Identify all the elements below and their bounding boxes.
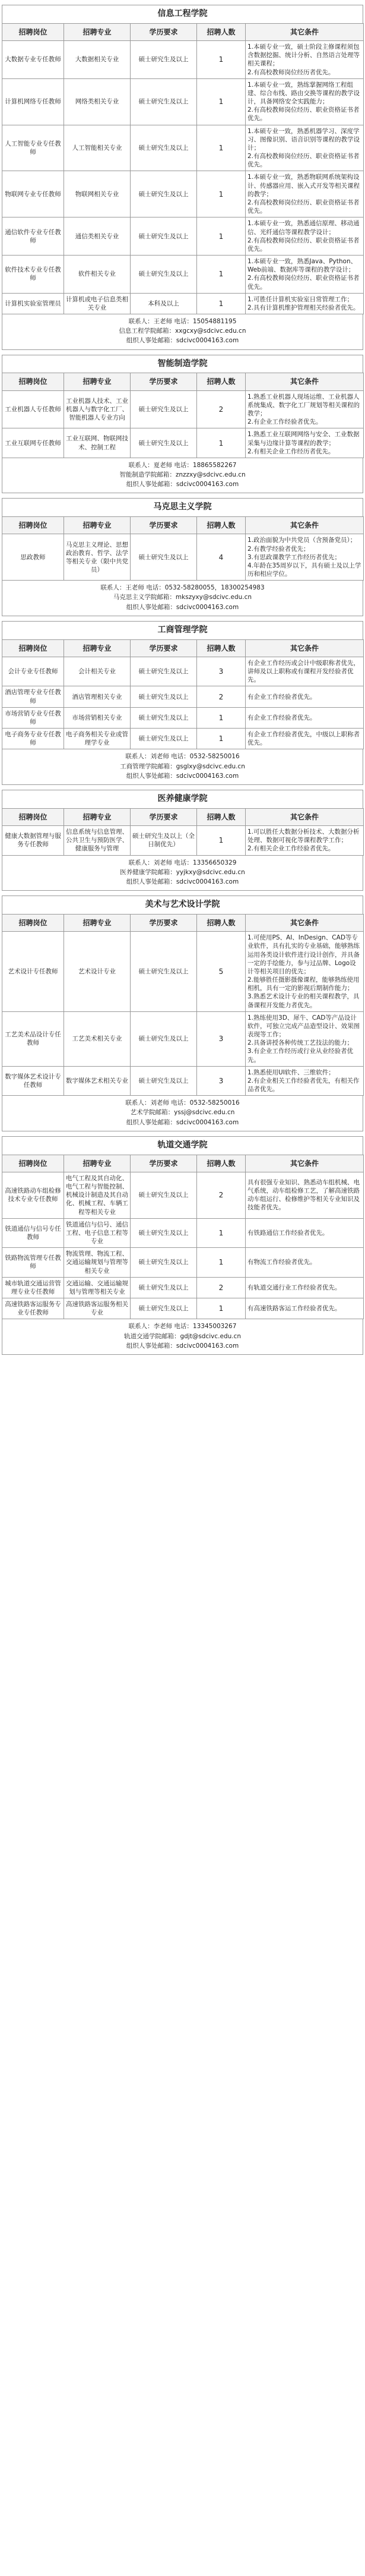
major-cell: 网络类相关专业 [64, 78, 131, 125]
conditions-cell: 有企业工作经历或会计中级职称者优先，讲师及以上职称或有课程开发经验者优先。 [246, 657, 364, 686]
major-cell: 工业互联网、物联网技术、控制工程 [64, 428, 131, 458]
education-cell: 硕士研究生及以上 [131, 217, 197, 256]
major-cell: 计算机或电子信息类相关专业 [64, 293, 131, 314]
conditions-cell: 有铁路通信工作经验者优先。 [246, 1218, 364, 1248]
conditions-cell: 有高速铁路客运工作经验者优先。 [246, 1298, 364, 1319]
post-cell: 物联网专业专任教师 [2, 171, 64, 217]
education-cell: 硕士研究生及以上 [131, 657, 197, 686]
post-cell: 艺术设计专任教师 [2, 932, 64, 1012]
education-cell: 硕士研究生及以上 [131, 390, 197, 428]
conditions-cell: 1.可以胜任大数据分析技术、大数据分析处理、数据可视化等课程教学工作； 2.有相关企业工作经验者优先。 [246, 826, 364, 856]
column-header: 其它条件 [246, 914, 364, 931]
column-header: 招聘专业 [64, 808, 131, 825]
headcount-cell: 1 [197, 428, 246, 458]
column-header: 其它条件 [246, 517, 364, 534]
recruitment-table [2, 639, 364, 750]
table-row [2, 1277, 364, 1298]
column-header: 招聘岗位 [2, 914, 64, 931]
headcount-cell: 3 [197, 1011, 246, 1066]
major-cell: 高速铁路客运服务相关专业 [64, 1298, 131, 1319]
table-row [2, 932, 364, 1012]
college-title: 智能制造学院 [2, 355, 363, 373]
table-row [2, 1172, 364, 1218]
contact-line: 组织人事处邮箱：sdcivc0004163.com [126, 603, 239, 611]
major-cell: 大数据相关专业 [64, 41, 131, 79]
header-row [2, 808, 364, 825]
college-title: 医养健康学院 [2, 790, 363, 808]
college-section [2, 1136, 363, 1355]
post-cell: 思政教师 [2, 534, 64, 581]
conditions-cell: 1.政治面貌为中共党员（含预备党员）； 2.有教学经验者优先； 3.有思政课教学工作经历者优先； 4.年龄在35周岁以下，具有硕士及以上学历和相应学位。 [246, 534, 364, 581]
headcount-cell: 1 [197, 1298, 246, 1319]
table-row [2, 125, 364, 171]
table-row [2, 657, 364, 686]
column-header: 招聘岗位 [2, 517, 64, 534]
recruitment-table [2, 373, 364, 458]
column-header: 招聘岗位 [2, 639, 64, 657]
post-cell: 计算机网络专任教师 [2, 78, 64, 125]
post-cell: 会计专业专任教师 [2, 657, 64, 686]
header-row [2, 914, 364, 931]
college-section [2, 621, 363, 785]
column-header: 招聘专业 [64, 914, 131, 931]
table-row [2, 534, 364, 581]
headcount-cell: 1 [197, 729, 246, 749]
major-cell: 数字媒体艺术相关专业 [64, 1066, 131, 1096]
education-cell: 硕士研究生及以上 [131, 428, 197, 458]
header-row [2, 639, 364, 657]
column-header: 招聘专业 [64, 517, 131, 534]
headcount-cell: 4 [197, 534, 246, 581]
column-header: 其它条件 [246, 23, 364, 40]
recruitment-table [2, 914, 364, 1096]
education-cell: 硕士研究生及以上 [131, 1218, 197, 1248]
conditions-cell: 1.本硕专业一致，熟悉机器学习、深度学习、图像识别、语音识别等课程的教学设计； 2.有高校教师岗位经历、职业资格证书者优先。 [246, 125, 364, 171]
table-row [2, 256, 364, 294]
headcount-cell: 1 [197, 1248, 246, 1278]
major-cell: 马克思主义理论、思想政治教育、哲学、法学等相关专业（限中共党员） [64, 534, 131, 581]
headcount-cell: 1 [197, 41, 246, 79]
table-row [2, 78, 364, 125]
contact-block [2, 1319, 363, 1355]
headcount-cell: 1 [197, 217, 246, 256]
contact-line: 马克思主义学院邮箱：mkszyxy@sdcivc.edu.cn [113, 594, 252, 601]
contact-line: 组织人事处邮箱：sdcivc0004163.com [126, 878, 239, 885]
education-cell: 硕士研究生及以上 [131, 1011, 197, 1066]
column-header: 其它条件 [246, 1155, 364, 1172]
post-cell: 工业互联网专任教师 [2, 428, 64, 458]
table-row [2, 171, 364, 217]
column-header: 招聘岗位 [2, 23, 64, 40]
table-row [2, 217, 364, 256]
headcount-cell: 3 [197, 657, 246, 686]
contact-line: 组织人事处邮箱：sdcivc0004163.com [126, 337, 239, 345]
education-cell: 硕士研究生及以上 [131, 1277, 197, 1298]
college-title: 信息工程学院 [2, 5, 363, 23]
headcount-cell: 1 [197, 171, 246, 217]
post-cell: 高速铁路客运服务专业专任教师 [2, 1298, 64, 1319]
major-cell: 电气工程及其自动化、电气工程与智能控制、机械设计制造及其自动化、机械工程、车辆工程等相关专业 [64, 1172, 131, 1218]
contact-line: 联系人：刘老师 电话：13356650329 [128, 859, 237, 866]
major-cell: 铁道通信与信号、通信工程、电子信息工程等专业 [64, 1218, 131, 1248]
education-cell: 硕士研究生及以上 [131, 256, 197, 294]
post-cell: 电子商务专业专任教师 [2, 729, 64, 749]
recruitment-table [2, 1155, 364, 1320]
conditions-cell: 1.本硕专业一致，硕士阶段主修课程须包含数据挖掘、统计分析、自然语言处理等相关课程； 2.有高校教师岗位经历者优先。 [246, 41, 364, 79]
column-header: 招聘专业 [64, 1155, 131, 1172]
column-header: 招聘岗位 [2, 808, 64, 825]
conditions-cell: 1.熟悉工业机器人现场运维、工业机器人系统集成、数字化工厂规划等相关课程的教学； 2.有企业工作经验者优先。 [246, 390, 364, 428]
contact-line: 组织人事处邮箱：sdcivc0004163.com [126, 772, 239, 780]
post-cell: 高速铁路动车组检修技术专业专任教师 [2, 1172, 64, 1218]
major-cell: 市场营销相关专业 [64, 707, 131, 728]
table-row [2, 686, 364, 707]
headcount-cell: 1 [197, 125, 246, 171]
college-title: 美术与艺术设计学院 [2, 896, 363, 914]
column-header: 学历要求 [131, 639, 197, 657]
table-row [2, 1248, 364, 1278]
headcount-cell: 1 [197, 293, 246, 314]
column-header: 招聘岗位 [2, 373, 64, 390]
headcount-cell: 3 [197, 1066, 246, 1096]
contact-line: 组织人事处邮箱：sdcivc0004163.com [126, 481, 239, 488]
college-title: 工商管理学院 [2, 621, 363, 639]
education-cell: 硕士研究生及以上 [131, 1066, 197, 1096]
column-header: 学历要求 [131, 23, 197, 40]
column-header: 学历要求 [131, 808, 197, 825]
conditions-cell: 有轨道交通行业工作经验者优先。 [246, 1277, 364, 1298]
major-cell: 会计相关专业 [64, 657, 131, 686]
column-header: 招聘人数 [197, 639, 246, 657]
column-header: 招聘人数 [197, 517, 246, 534]
conditions-cell: 具有很强专业知识、熟悉动车组机械、电气系统，动车组检修工艺，了解高速铁路动车组运行、检修维护等相关专业知识及技能者优先。 [246, 1172, 364, 1218]
table-row [2, 826, 364, 856]
contact-line: 轨道交通学院邮箱：gdjt@sdcivc.edu.cn [123, 1332, 242, 1340]
contact-line: 联系人：刘老师 电话：0532-58250016 [125, 753, 240, 761]
column-header: 学历要求 [131, 1155, 197, 1172]
table-row [2, 428, 364, 458]
column-header: 学历要求 [131, 517, 197, 534]
major-cell: 人工智能相关专业 [64, 125, 131, 171]
education-cell: 硕士研究生及以上 [131, 707, 197, 728]
contact-line: 医养健康学院邮箱：yyjkxy@sdcivc.edu.cn [120, 868, 245, 876]
education-cell: 硕士研究生及以上（全日制优先） [131, 826, 197, 856]
header-row [2, 517, 364, 534]
headcount-cell: 1 [197, 707, 246, 728]
college-section [2, 790, 363, 891]
headcount-cell: 1 [197, 256, 246, 294]
column-header: 其它条件 [246, 808, 364, 825]
education-cell: 本科及以上 [131, 293, 197, 314]
post-cell: 软件技术专业专任教师 [2, 256, 64, 294]
post-cell: 人工智能专业专任教师 [2, 125, 64, 171]
conditions-cell: 1.可使用PS、AI、InDesign、CAD等专业软件，具有扎实的专业基础，能够熟练运用各类设计软件进行设计创作，并具备一定的手绘能力，参与过品牌、Logo设计等相关项目的优先； 2.能够胜任摄影摄像课程，能够熟练使用相机，具有一定的影视后期制作能力； 3.熟悉艺术设计专业的相关课程教学，具备课程开发能力者优先。 [246, 932, 364, 1012]
education-cell: 硕士研究生及以上 [131, 686, 197, 707]
post-cell: 铁道通信与信号专任教师 [2, 1218, 64, 1248]
table-row [2, 707, 364, 728]
header-row [2, 1155, 364, 1172]
contact-line: 联系人：王老师 电话：15054881195 [128, 318, 237, 326]
post-cell: 市场营销专业专任教师 [2, 707, 64, 728]
conditions-cell: 有企业工作经验者优先。 [246, 707, 364, 728]
column-header: 招聘人数 [197, 808, 246, 825]
column-header: 学历要求 [131, 373, 197, 390]
table-row [2, 1011, 364, 1066]
major-cell: 电子商务相关专业或管理学专业 [64, 729, 131, 749]
conditions-cell: 1.熟悉工业互联网网络与安全、工业数据采集与边缘计算等课程的教学； 2.有相关企业工作经历者优先。 [246, 428, 364, 458]
conditions-cell: 1.可胜任计算机实验室日常管理工作； 2.具有计算机维护管理相关经验者优先。 [246, 293, 364, 314]
education-cell: 硕士研究生及以上 [131, 125, 197, 171]
header-row [2, 373, 364, 390]
contact-block [2, 856, 363, 891]
conditions-cell: 1.本硕专业一致，熟练掌握网络工程组建、综合布线、路由交换等课程的教学设计，具备网络安全实践能力； 2.有高校教师岗位经历、职业资格证书者优先。 [246, 78, 364, 125]
major-cell: 物联网相关专业 [64, 171, 131, 217]
column-header: 招聘人数 [197, 1155, 246, 1172]
post-cell: 工艺美术品设计专任教师 [2, 1011, 64, 1066]
contact-line: 智能制造学院邮箱：znzzxy@sdcivc.edu.cn [119, 471, 246, 479]
conditions-cell: 有企业工作经验者优先。 [246, 686, 364, 707]
conditions-cell: 1.本硕专业一致，熟悉Java、Python、Web前端、数据库等课程的教学设计； 2.有高校教师岗位经历、职业资格证书者优先。 [246, 256, 364, 294]
column-header: 招聘人数 [197, 23, 246, 40]
college-title: 马克思主义学院 [2, 498, 363, 516]
contact-line: 组织人事处邮箱：sdcivc0004163.com [126, 1118, 239, 1126]
conditions-cell: 1.本硕专业一致，熟悉通信原理、移动通信、光纤通信等课程教学设计； 2.有高校教师岗位经历、职业资格证书者优先。 [246, 217, 364, 256]
table-row [2, 1066, 364, 1096]
table-row [2, 41, 364, 79]
college-section [2, 896, 363, 1131]
conditions-cell: 有企业工作经验者优先，中级以上职称者优先。 [246, 729, 364, 749]
education-cell: 硕士研究生及以上 [131, 171, 197, 217]
headcount-cell: 5 [197, 932, 246, 1012]
table-row [2, 729, 364, 749]
major-cell: 通信类相关专业 [64, 217, 131, 256]
column-header: 招聘人数 [197, 914, 246, 931]
post-cell: 数字媒体艺术设计专任教师 [2, 1066, 64, 1096]
contact-line: 联系人：李老师 电话：13345003267 [128, 1323, 237, 1330]
recruitment-table [2, 23, 364, 314]
post-cell: 大数据专业专任教师 [2, 41, 64, 79]
conditions-cell: 1.熟悉使用UI软件、三维软件； 2.有企业相关工作经验者优先，有相关作品者优先。 [246, 1066, 364, 1096]
contact-block [2, 1096, 363, 1131]
contact-line: 工商管理学院邮箱：gsglxy@sdcivc.edu.cn [120, 762, 245, 770]
major-cell: 软件相关专业 [64, 256, 131, 294]
headcount-cell: 2 [197, 1172, 246, 1218]
contact-line: 艺术学院邮箱：yssj@sdcivc.edu.cn [130, 1109, 235, 1117]
conditions-cell: 1.熟练使用3D、犀牛、CAD等产品设计软件，可独立完成产品造型设计、效果图表现等工作； 2.具备讲授各种传统工艺技法的能力； 3.有企业工作经历或行业从业经验者优先。 [246, 1011, 364, 1066]
post-cell: 计算机实验室管理员 [2, 293, 64, 314]
conditions-cell: 1.本硕专业一致，熟悉物联网系统架构设计、传感器应用、嵌入式开发等相关课程的教学； 2.有高校教师岗位经历、职业资格证书者优先。 [246, 171, 364, 217]
contact-line: 信息工程学院邮箱：xxgcxy@sdcivc.edu.cn [119, 327, 246, 335]
major-cell: 信息系统与信息管理、公共卫生与预防医学、健康服务与管理 [64, 826, 131, 856]
major-cell: 工业机器人技术、工业机器人与数字化工厂、智能机器人专业方向 [64, 390, 131, 428]
major-cell: 艺术设计专业 [64, 932, 131, 1012]
education-cell: 硕士研究生及以上 [131, 534, 197, 581]
post-cell: 铁路物流管理专任教师 [2, 1248, 64, 1278]
column-header: 招聘人数 [197, 373, 246, 390]
contact-line: 联系人：刘老师 电话：0532-58250016 [125, 1099, 240, 1107]
major-cell: 酒店管理相关专业 [64, 686, 131, 707]
post-cell: 城市轨道交通运营管理专业专任教师 [2, 1277, 64, 1298]
contact-block [2, 749, 363, 785]
contact-line: 组织人事处邮箱：sdcivc0004163.com [126, 1342, 239, 1350]
headcount-cell: 1 [197, 78, 246, 125]
contact-block [2, 581, 363, 616]
table-row [2, 1298, 364, 1319]
headcount-cell: 2 [197, 1277, 246, 1298]
column-header: 招聘专业 [64, 373, 131, 390]
headcount-cell: 1 [197, 1218, 246, 1248]
major-cell: 工艺美术相关专业 [64, 1011, 131, 1066]
contact-line: 联系人：王老师 电话：0532-58280055，18300254983 [100, 584, 265, 592]
college-title: 轨道交通学院 [2, 1136, 363, 1155]
column-header: 招聘专业 [64, 639, 131, 657]
column-header: 其它条件 [246, 373, 364, 390]
column-header: 其它条件 [246, 639, 364, 657]
post-cell: 通信软件专业专任教师 [2, 217, 64, 256]
column-header: 招聘岗位 [2, 1155, 64, 1172]
college-section [2, 5, 363, 350]
contact-line: 联系人：夏老师 电话：18865582267 [128, 461, 237, 469]
header-row [2, 23, 364, 40]
education-cell: 硕士研究生及以上 [131, 1172, 197, 1218]
table-row [2, 293, 364, 314]
column-header: 招聘专业 [64, 23, 131, 40]
post-cell: 工业机器人专任教师 [2, 390, 64, 428]
education-cell: 硕士研究生及以上 [131, 932, 197, 1012]
college-section [2, 498, 363, 616]
column-header: 学历要求 [131, 914, 197, 931]
post-cell: 酒店管理专业专任教师 [2, 686, 64, 707]
education-cell: 硕士研究生及以上 [131, 78, 197, 125]
contact-block [2, 314, 363, 350]
recruitment-table [2, 808, 364, 856]
conditions-cell: 有物流工作经验者优先。 [246, 1248, 364, 1278]
headcount-cell: 2 [197, 686, 246, 707]
table-row [2, 390, 364, 428]
recruitment-table [2, 516, 364, 581]
education-cell: 硕士研究生及以上 [131, 1248, 197, 1278]
college-section [2, 355, 363, 494]
headcount-cell: 1 [197, 826, 246, 856]
major-cell: 交通运输、交通运输规划与管理等相关专业 [64, 1277, 131, 1298]
contact-block [2, 458, 363, 494]
headcount-cell: 2 [197, 390, 246, 428]
education-cell: 硕士研究生及以上 [131, 729, 197, 749]
education-cell: 硕士研究生及以上 [131, 41, 197, 79]
table-row [2, 1218, 364, 1248]
post-cell: 健康大数据管理与服务专任教师 [2, 826, 64, 856]
major-cell: 物流管理、物流工程、交通运输规划与管理等相关专业 [64, 1248, 131, 1278]
education-cell: 硕士研究生及以上 [131, 1298, 197, 1319]
